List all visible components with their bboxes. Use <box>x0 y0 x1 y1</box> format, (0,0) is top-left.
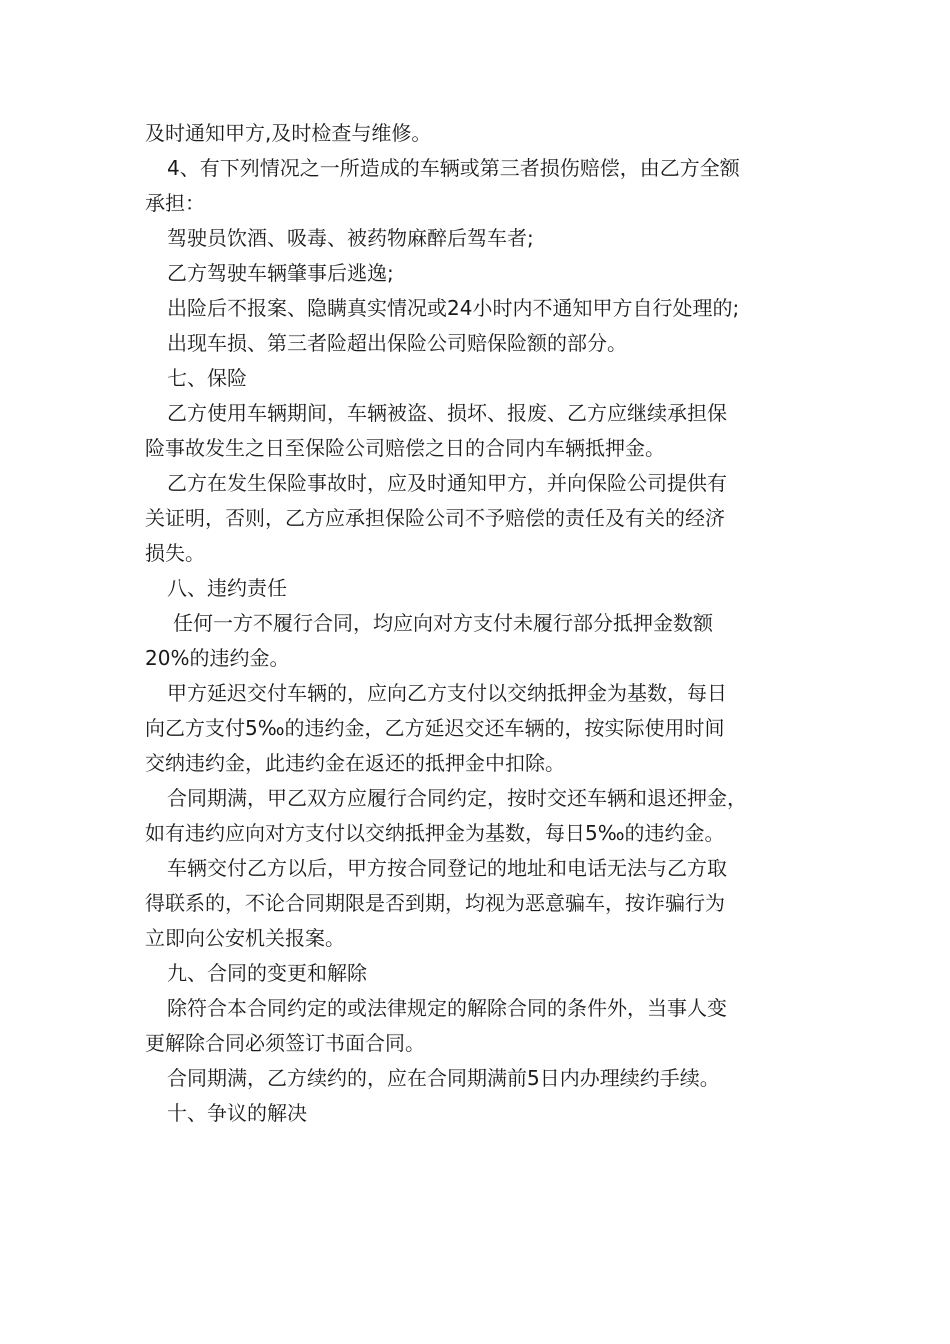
paragraph-line: 合同期满，甲乙双方应履行合同约定，按时交还车辆和退还押金， <box>167 786 747 810</box>
list-item-line: 驾驶员饮酒、吸毒、被药物麻醉后驾车者; <box>167 226 534 250</box>
paragraph-line: 险事故发生之日至保险公司赔偿之日的合同内车辆抵押金。 <box>145 436 665 460</box>
paragraph-line: 更解除合同必须签订书面合同。 <box>145 1031 425 1055</box>
paragraph-line: 向乙方支付5‰的违约金，乙方延迟交还车辆的，按实际使用时间 <box>145 716 725 740</box>
paragraph-line: 车辆交付乙方以后，甲方按合同登记的地址和电话无法与乙方取 <box>167 856 727 880</box>
paragraph-line: 交纳违约金，此违约金在返还的抵押金中扣除。 <box>145 751 565 775</box>
section-heading-breach: 八、违约责任 <box>167 576 287 600</box>
clause-4-line: 4、有下列情况之一所造成的车辆或第三者损伤赔偿，由乙方全额 <box>167 156 740 180</box>
paragraph-line: 乙方使用车辆期间，车辆被盗、损坏、报废、乙方应继续承担保 <box>167 401 727 425</box>
list-item-line: 乙方驾驶车辆肇事后逃逸; <box>167 261 394 285</box>
paragraph-line: 任何一方不履行合同，均应向对方支付未履行部分抵押金数额 <box>173 611 713 635</box>
paragraph-line: 乙方在发生保险事故时，应及时通知甲方，并向保险公司提供有 <box>167 471 727 495</box>
section-heading-modification: 九、合同的变更和解除 <box>167 961 367 985</box>
list-item-line: 出现车损、第三者险超出保险公司赔保险额的部分。 <box>167 331 627 355</box>
paragraph-line: 如有违约应向对方支付以交纳抵押金为基数，每日5‰的违约金。 <box>145 821 725 845</box>
text-line: 承担： <box>145 191 205 215</box>
section-heading-disputes: 十、争议的解决 <box>167 1101 307 1125</box>
paragraph-line: 立即向公安机关报案。 <box>145 926 345 950</box>
paragraph-line: 损失。 <box>145 541 205 565</box>
paragraph-line: 关证明，否则，乙方应承担保险公司不予赔偿的责任及有关的经济 <box>145 506 725 530</box>
paragraph-line: 得联系的，不论合同期限是否到期，均视为恶意骗车，按诈骗行为 <box>145 891 725 915</box>
paragraph-line: 除符合本合同约定的或法律规定的解除合同的条件外，当事人变 <box>167 996 727 1020</box>
text-line: 及时通知甲方,及时检查与维修。 <box>145 121 432 145</box>
list-item-line: 出险后不报案、隐瞒真实情况或24小时内不通知甲方自行处理的; <box>167 296 740 320</box>
paragraph-line: 20%的违约金。 <box>145 646 290 670</box>
paragraph-line: 合同期满，乙方续约的，应在合同期满前5日内办理续约手续。 <box>167 1066 720 1090</box>
section-heading-insurance: 七、保险 <box>167 366 247 390</box>
paragraph-line: 甲方延迟交付车辆的，应向乙方支付以交纳抵押金为基数，每日 <box>167 681 727 705</box>
document-body <box>145 116 817 1131</box>
